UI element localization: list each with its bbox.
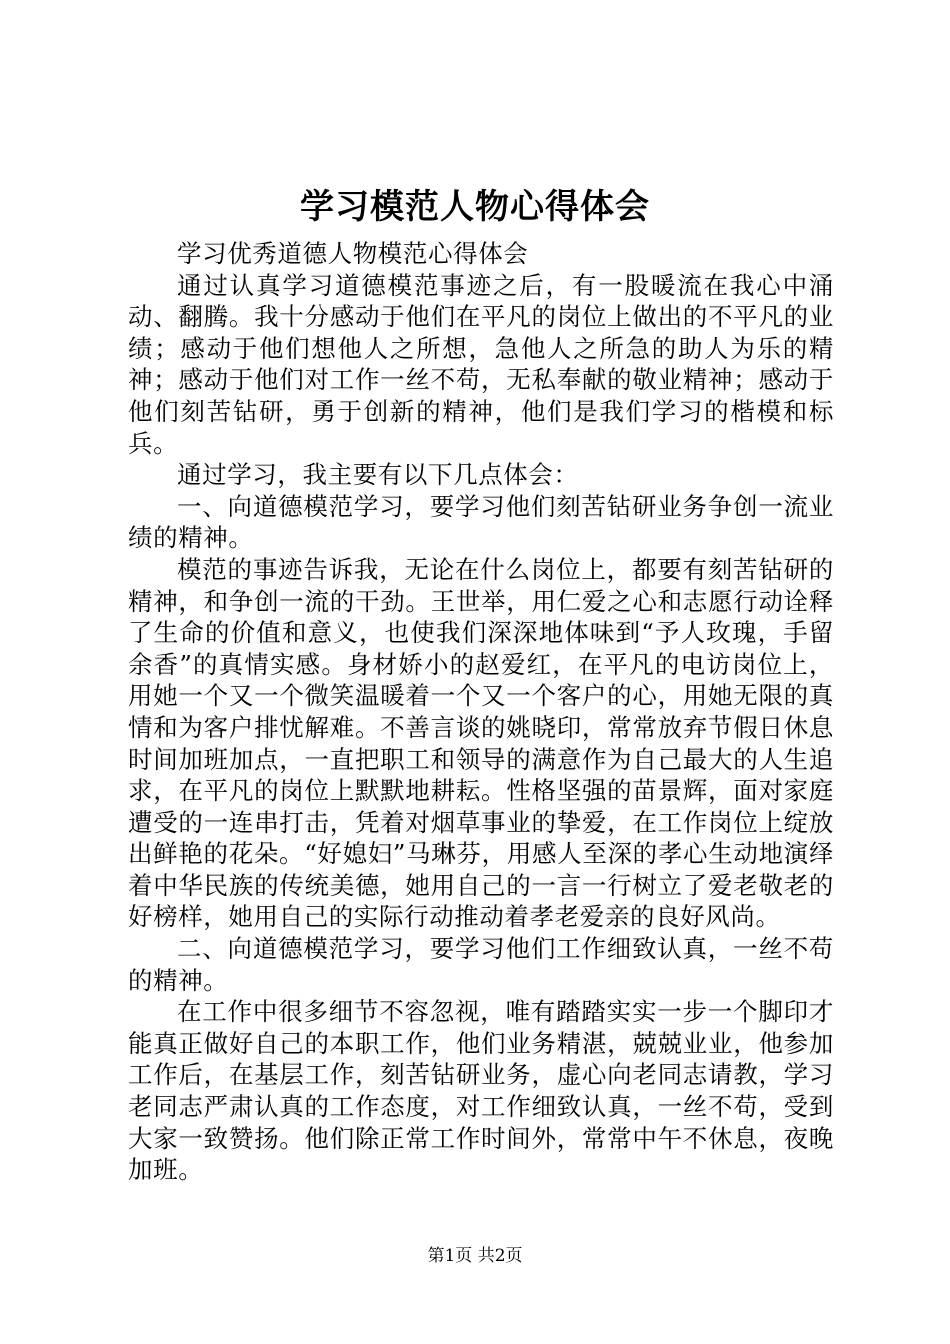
body-paragraph: 模范的事迹告诉我，无论在什么岗位上，都要有刻苦钻研的精神，和争创一流的干劲。王世举，用仁爱之心和志愿行动诠释了生命的价值和意义，也使我们深深地体味到“予人玫瑰，手留余香”的真情实感。身材娇小的赵爱红，在平凡的电访岗位上，用她一个又一个微笑温暖着一个又一个客户的心，用她无限的真情和为客户排忧解难。不善言谈的姚晓印，常常放弃节假日休息时间加班加点，一直把职工和领导的满意作为自己最大的人生追求，在平凡的岗位上默默地耕耘。性格坚强的苗景辉，面对家庭遭受的一连串打击，凭着对烟草事业的挚爱，在工作岗位上绽放出鲜艳的花朵。“好媳妇”马琳芬，用感人至深的孝心生动地演绎着中华民族的传统美德，她用自己的一言一行树立了爱老敬老的好榜样，她用自己的实际行动推动着孝老爱亲的良好风尚。 (128, 554, 834, 932)
subtitle-paragraph: 学习优秀道德人物模范心得体会 (177, 239, 529, 268)
body-paragraph: 通过学习，我主要有以下几点体会： (177, 460, 579, 490)
document-title: 学习模范人物心得体会 (300, 187, 650, 227)
section-heading: 二、向道德模范学习，要学习他们工作细致认真，一丝不苟的精神。 (128, 934, 834, 995)
body-paragraph: 通过认真学习道德模范事迹之后，有一股暖流在我心中涌动、翻腾。我十分感动于他们在平凡的岗位上做出的不平凡的业绩；感动于他们想他人之所想，急他人之所急的助人为乐的精神；感动于他们对工作一丝不苟，无私奉献的敬业精神；感动于他们刻苦钻研，勇于创新的精神，他们是我们学习的楷模和标兵。 (128, 270, 834, 458)
section-heading: 一、向道德模范学习，要学习他们刻苦钻研业务争创一流业绩的精神。 (128, 491, 834, 553)
body-paragraph: 在工作中很多细节不容忽视，唯有踏踏实实一步一个脚印才能真正做好自己的本职工作，他们业务精湛，兢兢业业，他参加工作后，在基层工作，刻苦钻研业务，虚心向老同志请教，学习老同志严肃认真的工作态度，对工作细致认真，一丝不苟，受到大家一致赞扬。他们除正常工作时间外，常常中午不休息，夜晚加班。 (128, 997, 834, 1185)
document-body (128, 238, 834, 1186)
page-footer: 第1页 共2页 (427, 1246, 523, 1266)
